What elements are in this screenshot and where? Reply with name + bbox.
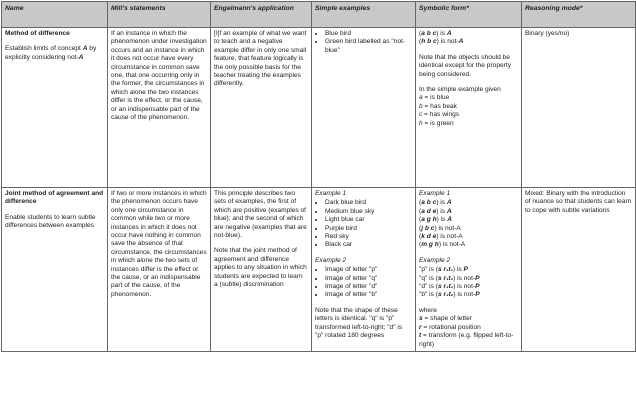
list-item: • Blue bird	[325, 30, 412, 38]
name-cell	[2, 28, 108, 188]
symbolic-cell	[416, 188, 522, 352]
example-label: Example 1	[419, 190, 451, 197]
symbolic-line: "d" is (s r₂t₁) is not-P	[419, 283, 480, 291]
row-title: Joint method of agreement and difference	[5, 190, 104, 206]
list-item: • Image of letter "p"	[325, 266, 412, 274]
given-line: c = has wings	[419, 111, 460, 119]
symbolic-line: "q" is (s r₁t₂) is not-P	[419, 274, 480, 282]
col-header-engelmann: Engelmann's application	[211, 2, 312, 28]
row-purpose: Establish limits of concept A by explicitly considering not-A	[5, 45, 97, 61]
list-item: • Purple bird	[325, 225, 412, 233]
list-item: • Black car	[325, 241, 412, 249]
col-header-reasoning: Reasoning mode*	[522, 2, 636, 28]
given-line: h = is green	[419, 119, 454, 127]
symbolic-line: (j b c) is not-A	[419, 224, 461, 232]
reasoning-cell: Mixed: Binary with the introduction of nuance so that students can learn to cope with subtle variations	[522, 188, 636, 352]
symbolic-cell	[416, 28, 522, 188]
legend-line: t = transform (e.g. flipped left-to-right)	[419, 332, 514, 348]
list-item: • Light blue car	[325, 216, 412, 224]
list-item: • Image of letter "d"	[325, 283, 412, 291]
symbolic-line: (a b c) is A	[419, 199, 452, 207]
reasoning-cell: Binary (yes/no)	[522, 28, 636, 188]
mill-cell: If an instance in which the phenomenon under investigation occurs and an instance in which it does not occur have every circumstance in common save one, that one occurring only in the former, the circumstances in which alone the two instances differ is the effect, or the cause, or an indispensable part of the cause of the phenomenon.	[108, 28, 211, 188]
symbolic-line: "b" is (s r₂t₂) is not-P	[419, 291, 480, 299]
table-row	[2, 28, 636, 188]
comparison-table	[1, 1, 636, 352]
list-item: • Image of letter "b"	[325, 291, 412, 299]
row-title: Method of difference	[5, 30, 70, 37]
list-item: • Dark blue bird	[325, 199, 412, 207]
list-item: • Red sky	[325, 233, 412, 241]
symbolic-note: Note that the objects should be identical except for the property being considered.	[419, 53, 511, 78]
col-header-mill: Mill's statements	[108, 2, 211, 28]
engelmann-cell: [I]f an example of what we want to teach and a negative example differ in only one small feature, that feature logically is the only possible basis for the teacher treating the examples differently.	[211, 28, 312, 188]
symbolic-line: (h b c) is not-A	[419, 38, 464, 46]
symbolic-line: (m g h) is not-A	[419, 241, 466, 249]
col-header-examples: Simple examples	[312, 2, 416, 28]
legend-line: s = shape of letter	[419, 315, 472, 323]
list-item: • Green bird labelled as "not-blue"	[325, 38, 412, 55]
table-row	[2, 188, 636, 352]
col-header-name: Name	[2, 2, 108, 28]
legend-line: r = rotational position	[419, 323, 481, 331]
examples-cell	[312, 28, 416, 188]
examples-cell	[312, 188, 416, 352]
example-label: Example 2	[419, 256, 451, 264]
symbolic-line: "p" is (s r₁t₁) is P	[419, 266, 468, 274]
list-item: • Medium blue sky	[325, 208, 412, 216]
symbolic-line: (k d e) is not-A	[419, 233, 463, 241]
header-row	[2, 2, 636, 28]
mill-cell: If two or more instances in which the phenomenon occurs have only one circumstance in common while two or more instances in which it does not occur have nothing in common save the absence of that circumstance, the circumstances in which alone the two sets of instances differ is the effect or the cause, or an indispensable part of the cause, of the phenomenon.	[108, 188, 211, 352]
symbolic-line: (a g h) is A	[419, 216, 453, 224]
given-line: b = has beak	[419, 102, 457, 110]
engelmann-cell: This principle describes two sets of examples, the first of which are positive (examples of blue); and the second of which are negative (examples that are not-blue). Note that the joint method of agreement and difference applies to any situation in which students are expected to learn a (subtle) discrimination	[211, 188, 312, 352]
symbolic-line: (a d e) is A	[419, 207, 452, 215]
name-cell	[2, 188, 108, 352]
where-label: where	[419, 306, 437, 314]
col-header-symbolic: Symbolic form*	[416, 2, 522, 28]
symbolic-line: (a b c) is A	[419, 30, 452, 37]
example-label: Example 2	[315, 256, 347, 264]
given-intro: In the simple example given	[419, 86, 501, 94]
example-note: Note that the shape of these letters is identical. "q" is "p" transformed left-to-right; "d" is "p" rotated 180 degrees	[315, 306, 403, 340]
row-purpose: Enable students to learn subtle differences between examples	[5, 213, 96, 230]
given-line: a = is blue	[419, 94, 450, 102]
list-item: • Image of letter "q"	[325, 275, 412, 283]
example-label: Example 1	[315, 190, 347, 197]
